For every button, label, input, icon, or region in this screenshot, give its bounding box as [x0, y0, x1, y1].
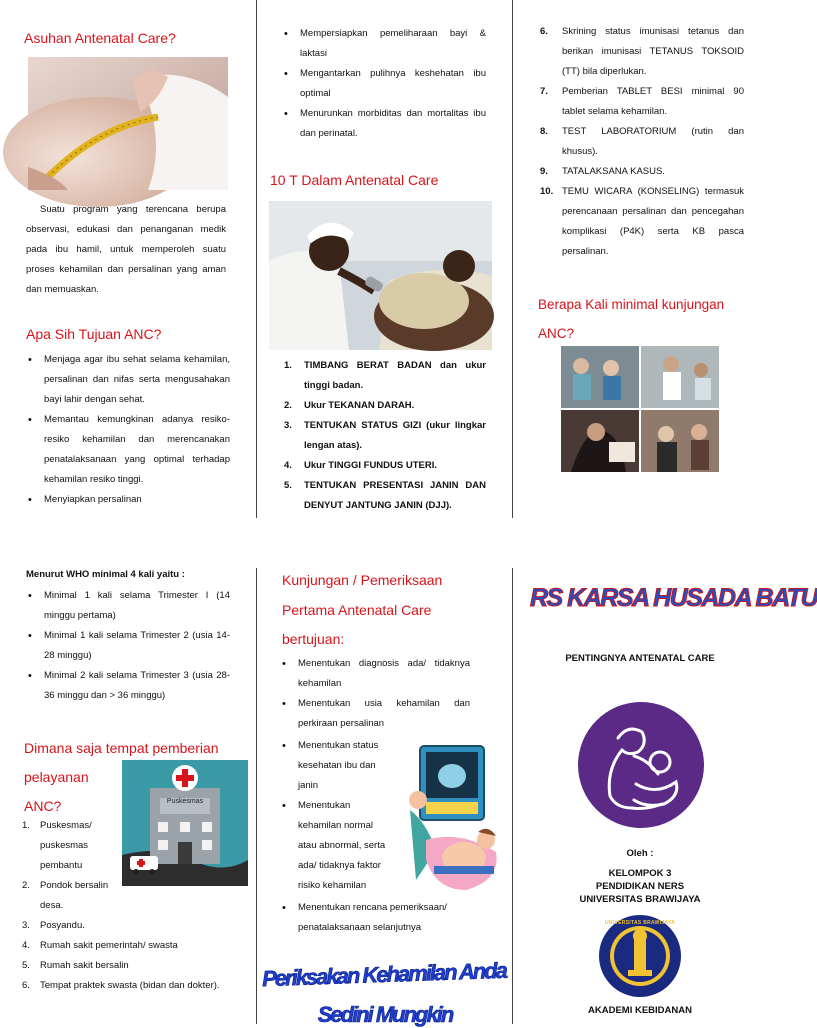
item-text: Pondok bersalin desa. [40, 880, 109, 911]
list-item: • Menurunkan morbiditas dan mortalitas ibu dan perinatal. [282, 104, 486, 144]
item-number: 6. [22, 980, 30, 991]
panel1-title: Asuhan Antenatal Care? [24, 30, 176, 46]
tujuan-title-text: Apa Sih Tujuan ANC? [26, 326, 162, 342]
list-item: • Menentukan kehamilan normal atau abnormal, serta ada/ tidaknya faktor risiko kehamilan [280, 796, 392, 896]
item-number: 4. [284, 460, 292, 471]
item-number: 5. [284, 480, 292, 491]
item-number: 2. [22, 880, 30, 891]
list-item: • Menjaga agar ibu sehat selama kehamilan, persalinan dan nifas serta mengusahakan bayi lahir dengan sehat. [26, 350, 230, 410]
hospital-name: RS KARSA HUSADA BATU [530, 584, 817, 612]
item-text: Tempat praktek swasta (bidan dan dokter). [40, 980, 220, 991]
item-text: Posyandu. [40, 920, 85, 931]
item-text: Ukur TEKANAN DARAH. [304, 400, 415, 411]
panel-divider [512, 0, 513, 518]
list-item [540, 82, 744, 122]
pemeriksaan-list-part2 [280, 736, 392, 896]
prodi-label: PENDIDIKAN NERS [595, 881, 685, 892]
list-item [282, 396, 486, 416]
list-item [22, 956, 242, 976]
tempat-title-line2: pelayanan [24, 769, 89, 785]
list-item [282, 456, 486, 476]
anc-visit-collage-photo [561, 346, 719, 472]
list-item [22, 936, 242, 956]
item-number: 1. [22, 820, 30, 831]
list-item [22, 976, 242, 996]
kunjungan-title [538, 290, 753, 348]
who-list [26, 586, 230, 706]
pemeriksaan-list-part3 [280, 898, 470, 938]
oleh-label: Oleh : [626, 848, 654, 859]
list-item [22, 916, 242, 936]
kunjungan-title-line2: ANC? [538, 326, 575, 341]
panel-1 [24, 30, 234, 46]
item-number: 5. [22, 960, 30, 971]
item-number: 4. [22, 940, 30, 951]
seal-text: UNIVERSITAS BRAWIJAYA [604, 920, 676, 926]
who-title: Menurut WHO minimal 4 kali yaitu : [26, 569, 185, 580]
item-number: 6. [540, 26, 548, 37]
kunjungan-title-line1: Berapa Kali minimal kunjungan [538, 297, 725, 312]
item-text: TATALAKSANA KASUS. [562, 166, 665, 177]
item-text: TIMBANG BERAT BADAN dan ukur tinggi badan. [304, 360, 486, 391]
list-item: • Menentukan status kesehatan ibu dan janin [280, 736, 392, 796]
slogan-line2: Sedini Mungkin [317, 1002, 453, 1027]
credits [512, 846, 768, 906]
nurse-examination-photo [269, 201, 492, 350]
list-item: • Minimal 1 kali selama Trimester I (14 minggu pertama) [26, 586, 230, 626]
item-number: 8. [540, 126, 548, 137]
item-text: Skrining status imunisasi tetanus dan berikan imunisasi TETANUS TOKSOID (TT) bila diperlukan. [562, 26, 744, 77]
list-item: • Menentukan usia kehamilan dan perkiraan persalinan [280, 694, 470, 734]
item-number: 3. [284, 420, 292, 431]
ten-t-list-part1 [282, 356, 486, 516]
list-item: • Memantau kemungkinan adanya resiko-resiko kehamilan dan merencanakan penatalaksanaan yang optimal terhadap kehamilan resiko tinggi. [26, 410, 230, 490]
list-item [282, 356, 486, 396]
list-item: • Minimal 2 kali selama Trimester 3 (usia 28-36 minggu dan > 36 minggu) [26, 666, 230, 706]
tujuan-list-continued [282, 24, 486, 144]
item-text: Rumah sakit bersalin [40, 960, 129, 971]
pemeriksaan-title-line2: Pertama Antenatal Care [282, 601, 432, 618]
puskesmas-sign: Puskesmas [166, 798, 204, 805]
item-text: TEMU WICARA (KONSELING) termasuk perencanaan persalinan dan pencegahan komplikasi (P4K) serta KB pasca persalinan. [562, 186, 744, 257]
item-text: Puskesmas/ puskesmas pembantu [40, 820, 92, 871]
pregnant-belly-photo [28, 57, 228, 190]
mother-child-logo [576, 700, 706, 830]
list-item [540, 22, 744, 82]
tujuan-title [26, 326, 161, 342]
item-number: 9. [540, 166, 548, 177]
tempat-title-line1: Dimana saja tempat pemberian [24, 740, 219, 756]
list-item: • Menentukan diagnosis ada/ tidaknya kehamilan [280, 654, 470, 694]
item-text: Rumah sakit pemerintah/ swasta [40, 940, 178, 951]
list-item [540, 182, 744, 262]
ultrasound-illustration [406, 740, 502, 896]
list-item [540, 162, 744, 182]
ten-t-title-text: 10 T Dalam Antenatal Care [270, 172, 439, 188]
tempat-list-part1 [22, 816, 118, 916]
brochure-subtitle: PENTINGNYA ANTENATAL CARE [565, 653, 715, 664]
slogan-line1: Periksakan Kehamilan Anda [261, 957, 507, 992]
list-item: • Menentukan rencana pemeriksaan/ penatalaksanaan selanjutnya [280, 898, 470, 938]
list-item [282, 416, 486, 456]
panel-divider [256, 568, 257, 1024]
ten-t-title [270, 172, 438, 188]
brawijaya-seal-logo [598, 914, 682, 998]
panel-divider [512, 568, 513, 1024]
item-number: 2. [284, 400, 292, 411]
pemeriksaan-title-line3: bertujuan: [282, 631, 345, 647]
pemeriksaan-list-part1 [280, 654, 470, 734]
akademi-label: AKADEMI KEBIDANAN [588, 1005, 692, 1016]
item-text: Pemberian TABLET BESI minimal 90 tablet selama kehamilan. [562, 86, 744, 117]
item-text: TEST LABORATORIUM (rutin dan khusus). [562, 126, 744, 157]
item-text: Ukur TINGGI FUNDUS UTERI. [304, 460, 438, 471]
list-item: • Mempersiapkan pemeliharaan bayi & laktasi [282, 24, 486, 64]
ten-t-list-part2 [540, 22, 744, 262]
panel1-intro: Suatu program yang terencana berupa observasi, edukasi dan penanganan medik pada ibu hamil, untuk memperoleh suatu proses kehamilan dan persalinan yang aman dan memuaskan. [26, 204, 226, 295]
pemeriksaan-title [282, 566, 497, 655]
item-text: TENTUKAN PRESENTASI JANIN DAN DENYUT JANTUNG JANIN (DJJ). [304, 480, 486, 511]
list-item [540, 122, 744, 162]
list-item [22, 876, 118, 916]
list-item: • Menyiapkan persalinan [26, 490, 230, 510]
tempat-list-part2 [22, 916, 242, 996]
tujuan-list [26, 350, 230, 510]
list-item: • Mengantarkan pulihnya keshehatan ibu optimal [282, 64, 486, 104]
item-text: TENTUKAN STATUS GIZI (ukur lingkar lengan atas). [304, 420, 486, 451]
university-label: UNIVERSITAS BRAWIJAYA [579, 894, 701, 905]
tempat-title-line3: ANC? [24, 798, 62, 814]
item-number: 10. [540, 186, 554, 197]
puskesmas-illustration [122, 760, 248, 886]
item-number: 7. [540, 86, 548, 97]
list-item [22, 816, 118, 876]
list-item [282, 476, 486, 516]
list-item: • Minimal 1 kali selama Trimester 2 (usia 14-28 minggu) [26, 626, 230, 666]
item-number: 1. [284, 360, 292, 371]
item-number: 3. [22, 920, 30, 931]
pemeriksaan-title-line1: Kunjungan / Pemeriksaan [282, 572, 443, 588]
kelompok-label: KELOMPOK 3 [608, 868, 672, 879]
panel-divider [256, 0, 257, 518]
